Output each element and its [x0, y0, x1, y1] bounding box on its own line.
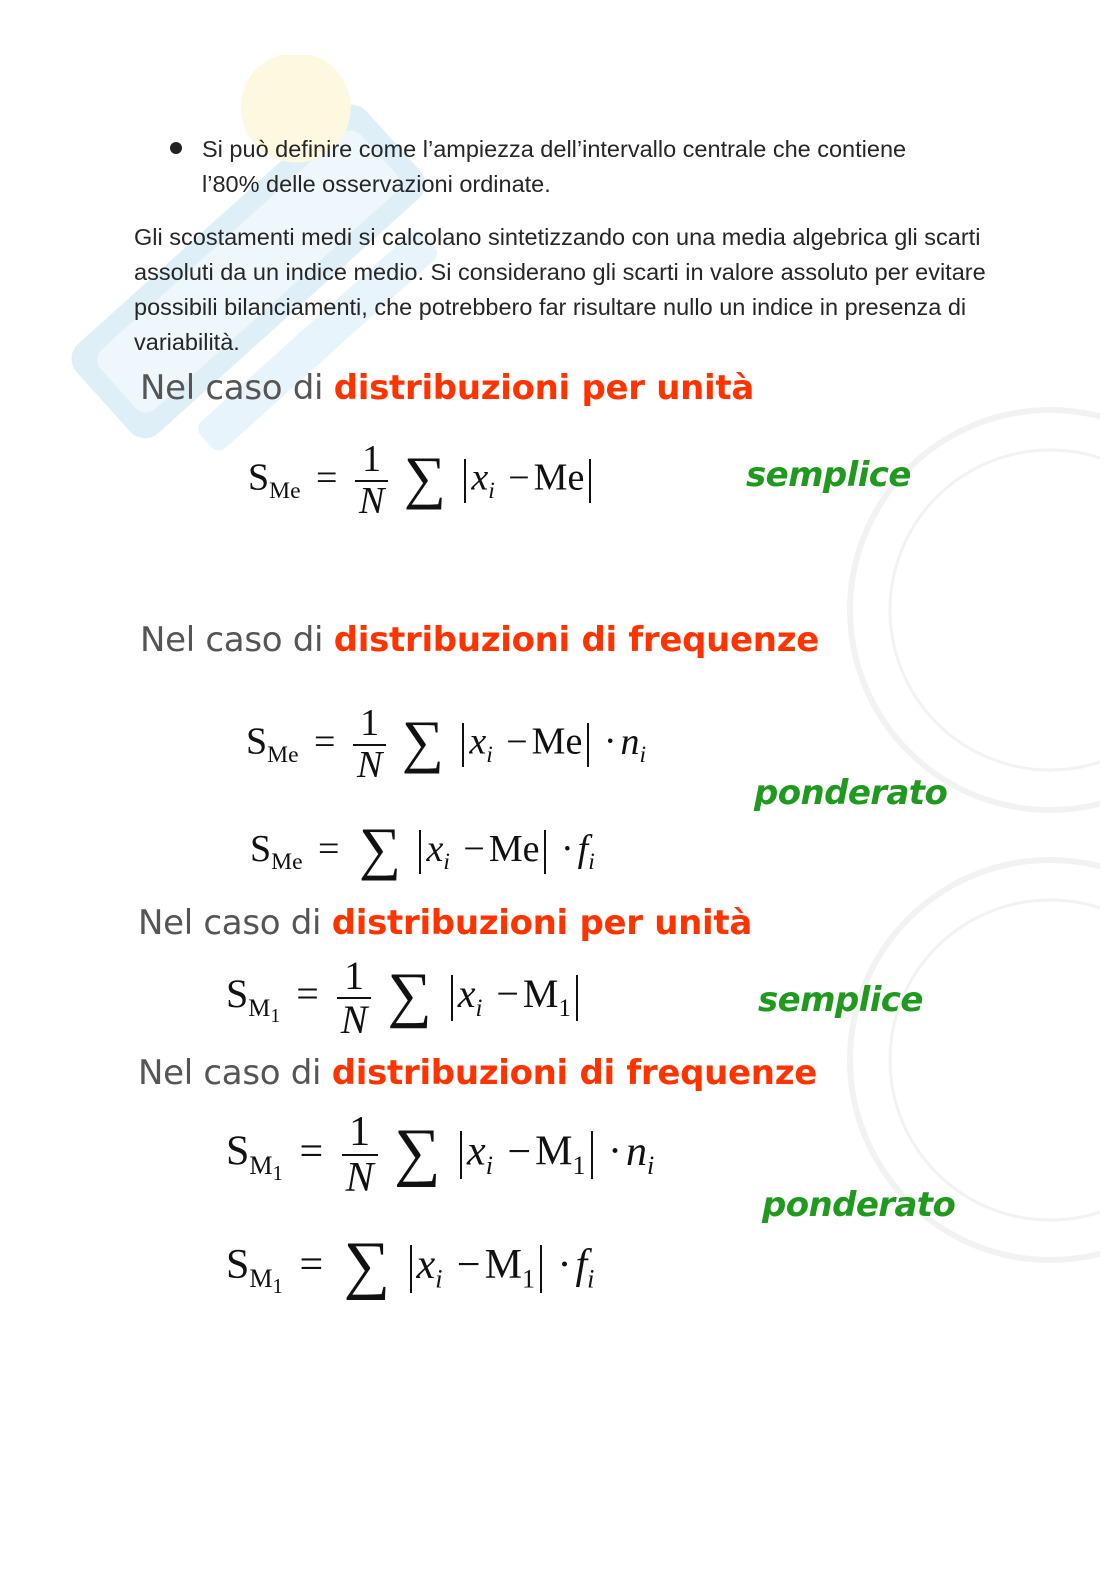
- formula-sm1-simple: $S_{M_1}$ = $\frac{1}{N}$ ∑ $x_i - M_1$: [226, 955, 583, 1041]
- formula-sme-weighted-f: $S_{Me}$ = ∑ $x_i - Me \cdot f_i$: [250, 816, 595, 881]
- formula-sme-weighted-n: $S_{Me}$ = $\frac{1}{N}$ ∑ $x_i - Me \cdot n_i$: [246, 702, 647, 786]
- formula-sm1-weighted-f: $S_{M_1}$ = ∑ $x_i -M_1 \cdot f_i$: [226, 1229, 595, 1301]
- heading-distribuzioni-per-unita-2: [138, 903, 752, 943]
- heading-prefix: Nel caso di: [140, 368, 334, 408]
- heading-distribuzioni-per-unita-1: [140, 368, 754, 408]
- heading-prefix: Nel caso di: [138, 903, 332, 943]
- label-ponderato-1: ponderato: [754, 773, 948, 813]
- heading-prefix: Nel caso di: [140, 620, 334, 660]
- label-semplice-2: semplice: [758, 980, 923, 1020]
- formula-sm1-weighted-n: $S_{M_1}$ = $\frac{1}{N}$ ∑ $x_i -M_1 \cdot n_i$: [226, 1109, 655, 1202]
- heading-highlight: distribuzioni di frequenze: [331, 1053, 817, 1093]
- bullet-point-icon: [170, 142, 182, 154]
- university-seal-watermark: [800, 360, 1100, 1310]
- label-semplice-1: semplice: [746, 455, 911, 495]
- heading-highlight: distribuzioni per unità: [331, 903, 753, 943]
- heading-prefix: Nel caso di: [138, 1053, 332, 1093]
- heading-distribuzioni-di-frequenze-2: [138, 1053, 817, 1093]
- bullet-text: Si può definire come l’ampiezza dell’intervallo centrale che contiene l’80% delle osservazioni ordinate.: [202, 136, 907, 197]
- heading-distribuzioni-di-frequenze-1: [140, 620, 819, 660]
- heading-highlight: distribuzioni di frequenze: [333, 620, 819, 660]
- formula-sme-simple: $S_{Me}$ = $\frac{1}{N}$ ∑ $x_i - Me$: [248, 440, 596, 522]
- body-paragraph: Gli scostamenti medi si calcolano sintetizzando con una media algebrica gli scarti assoluti da un indice medio. Si considerano gli scarti in valore assoluto per evitare possibili bilanciamenti, che potrebbero far risultare nullo un indice in presenza di variabilità.: [134, 224, 986, 355]
- heading-highlight: distribuzioni per unità: [333, 368, 755, 408]
- label-ponderato-2: ponderato: [762, 1185, 956, 1225]
